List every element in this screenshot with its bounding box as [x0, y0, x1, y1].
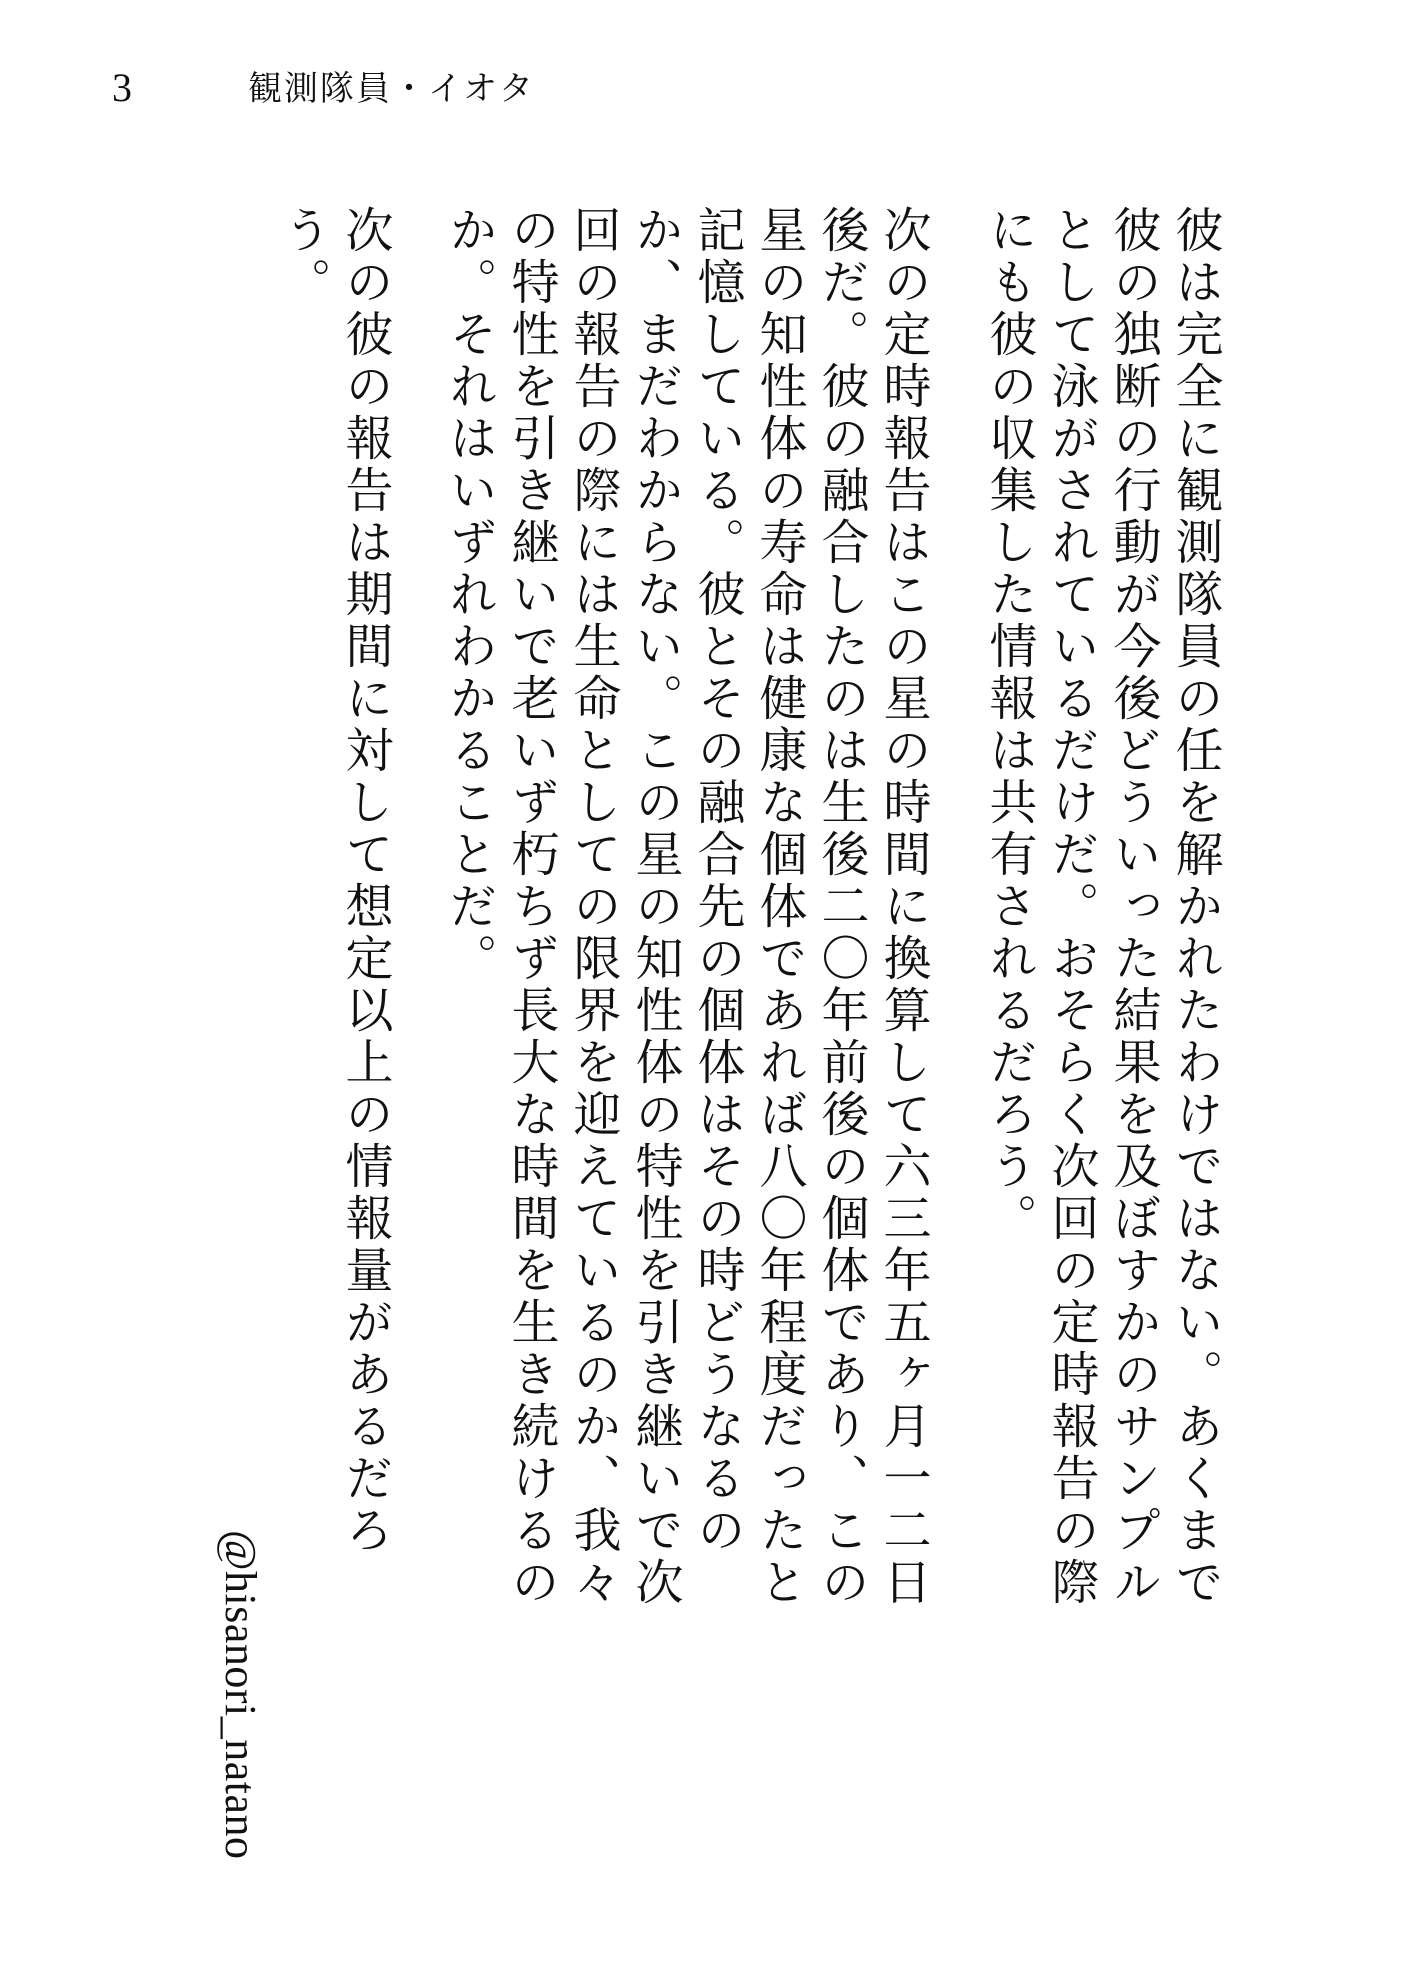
page-number: 3: [112, 65, 132, 110]
author-handle: @hisanori_natano: [216, 1530, 265, 1860]
body-paragraph: 彼は完全に観測隊員の任を解かれたわけではない。あくまで彼の独断の行動が今後どういった結果を及ぼすかのサンプルとして泳がされているだけだ。おそらく次回の定時報告の際にも彼の収集した情報は共有されるだろう。: [981, 205, 1223, 1609]
body-paragraph: 次の定時報告はこの星の時間に換算して六三年五ヶ月一二日後だ。彼の融合したのは生後二〇年前後の個体であり、この星の知性体の寿命は健康な個体であれば八〇年程度だったと記憶している。彼とその融合先の個体はその時どうなるのか、まだわからない。この星の知性体の特性を引き継いで次回の報告の際には生命としての限界を迎えているのか、我々の特性を引き継いで老いず朽ちず長大な時間を生き続けるのか。それはいずれわかることだ。: [441, 205, 931, 1609]
vertical-body-text: [272, 205, 1226, 1625]
body-paragraph: 次の彼の報告は期間に対して想定以上の情報量があるだろう。: [275, 205, 393, 1557]
running-title: 観測隊員・イオタ: [248, 69, 535, 109]
